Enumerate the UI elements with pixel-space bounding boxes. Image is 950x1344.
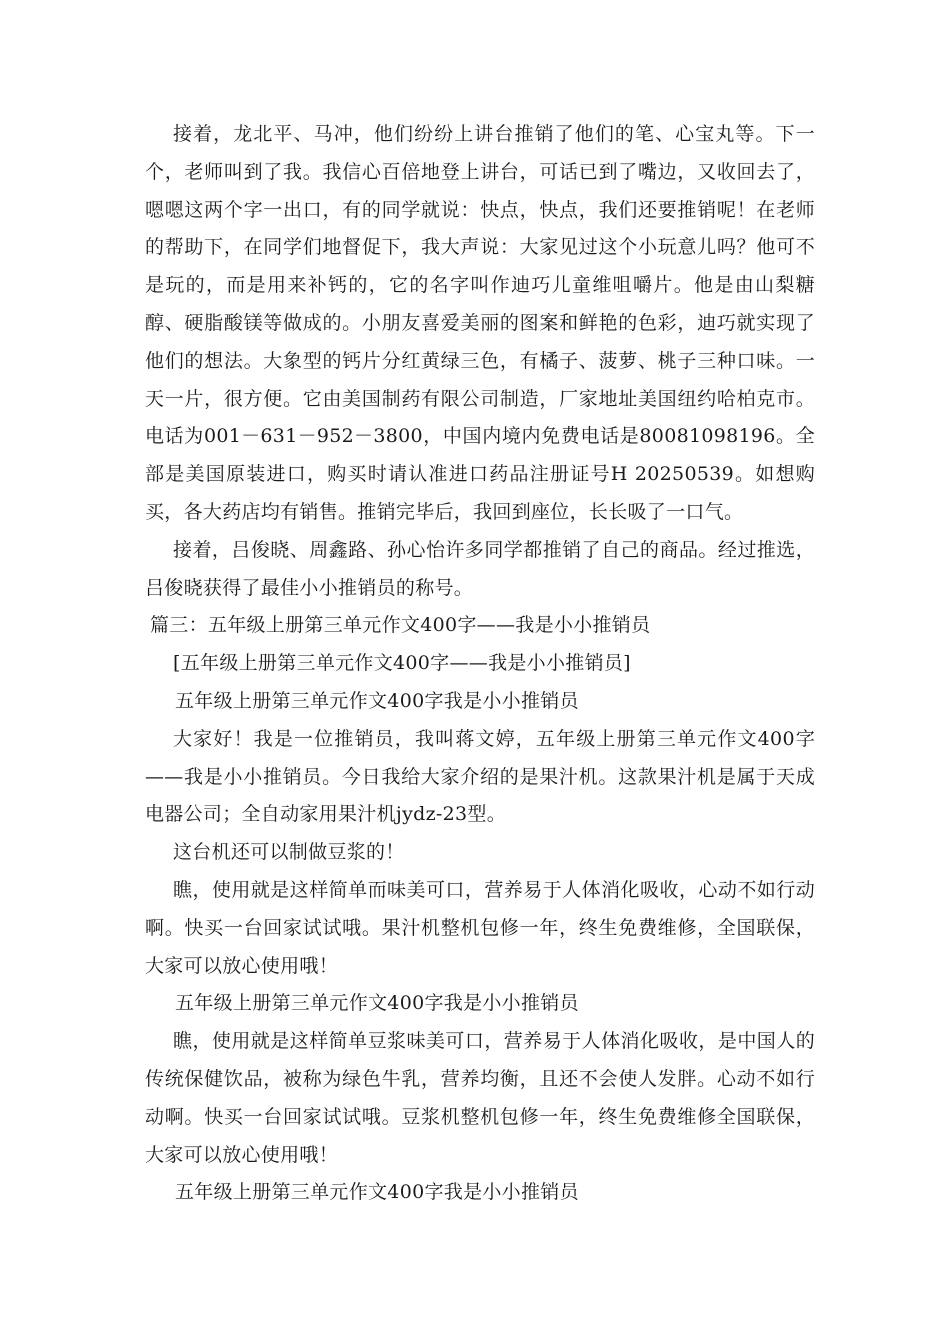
essay-title: 五年级上册第三单元作文400字我是小小推销员: [175, 1181, 579, 1204]
essay-title: 五年级上册第三单元作文400字我是小小推销员: [175, 689, 579, 712]
paragraph: 瞧，使用就是这样简单而味美可口，营养易于人体消化吸收，心动不如行动啊。快买一台回家试试哦。果汁机整机包修一年，终生免费维修，全国联保，大家可以放心使用哦！: [145, 878, 815, 977]
paragraph: 瞧，使用就是这样简单豆浆味美可口，营养易于人体消化吸收，是中国人的传统保健饮品，被称为绿色牛乳，营养均衡，且还不会使人发胖。心动不如行动啊。快买一台回家试试哦。豆浆机整机包修一年，终生免费维修全国联保，大家可以放心使用哦！: [145, 1030, 815, 1166]
essay-title: 五年级上册第三单元作文400字我是小小推销员: [175, 992, 579, 1015]
section-heading: 篇三：五年级上册第三单元作文400字——我是小小推销员: [150, 614, 651, 637]
paragraph: 接着，吕俊晓、周鑫路、孙心怡许多同学都推销了自己的商品。经过推选，吕俊晓获得了最佳小小推销员的称号。: [145, 538, 815, 599]
section-subtitle: [五年级上册第三单元作文400字——我是小小推销员]: [173, 652, 631, 675]
paragraph: 这台机还可以制做豆浆的！: [173, 841, 405, 864]
paragraph: 大家好！我是一位推销员，我叫蒋文婷，五年级上册第三单元作文400字——我是小小推销员。今日我给大家介绍的是果汁机。这款果汁机是属于天成电器公司；全自动家用果汁机jydz-23型。: [145, 727, 815, 826]
paragraph: 接着，龙北平、马冲，他们纷纷上讲台推销了他们的笔、心宝丸等。下一个，老师叫到了我。我信心百倍地登上讲台，可话已到了嘴边，又收回去了，嗯嗯这两个字一出口，有的同学就说：快点，快点，我们还要推销呢！在老师的帮助下，在同学们地督促下，我大声说：大家见过这个小玩意儿吗？他可不是玩的，而是用来补钙的，它的名字叫作迪巧儿童维咀嚼片。他是由山梨糖醇、硬脂酸镁等做成的。小朋友喜爱美丽的图案和鲜艳的色彩，迪巧就实现了他们的想法。大象型的钙片分红黄绿三色，有橘子、菠萝、桃子三种口味。一天一片，很方便。它由美国制药有限公司制造，厂家地址美国纽约哈柏克市。电话为001－631－952－3800，中国内境内免费电话是80081098196。全部是美国原装进口，购买时请认准进口药品注册证号H 20250539。如想购买，各大药店均有销售。推销完毕后，我回到座位，长长吸了一口气。: [145, 123, 815, 523]
document-body: [145, 116, 815, 1212]
